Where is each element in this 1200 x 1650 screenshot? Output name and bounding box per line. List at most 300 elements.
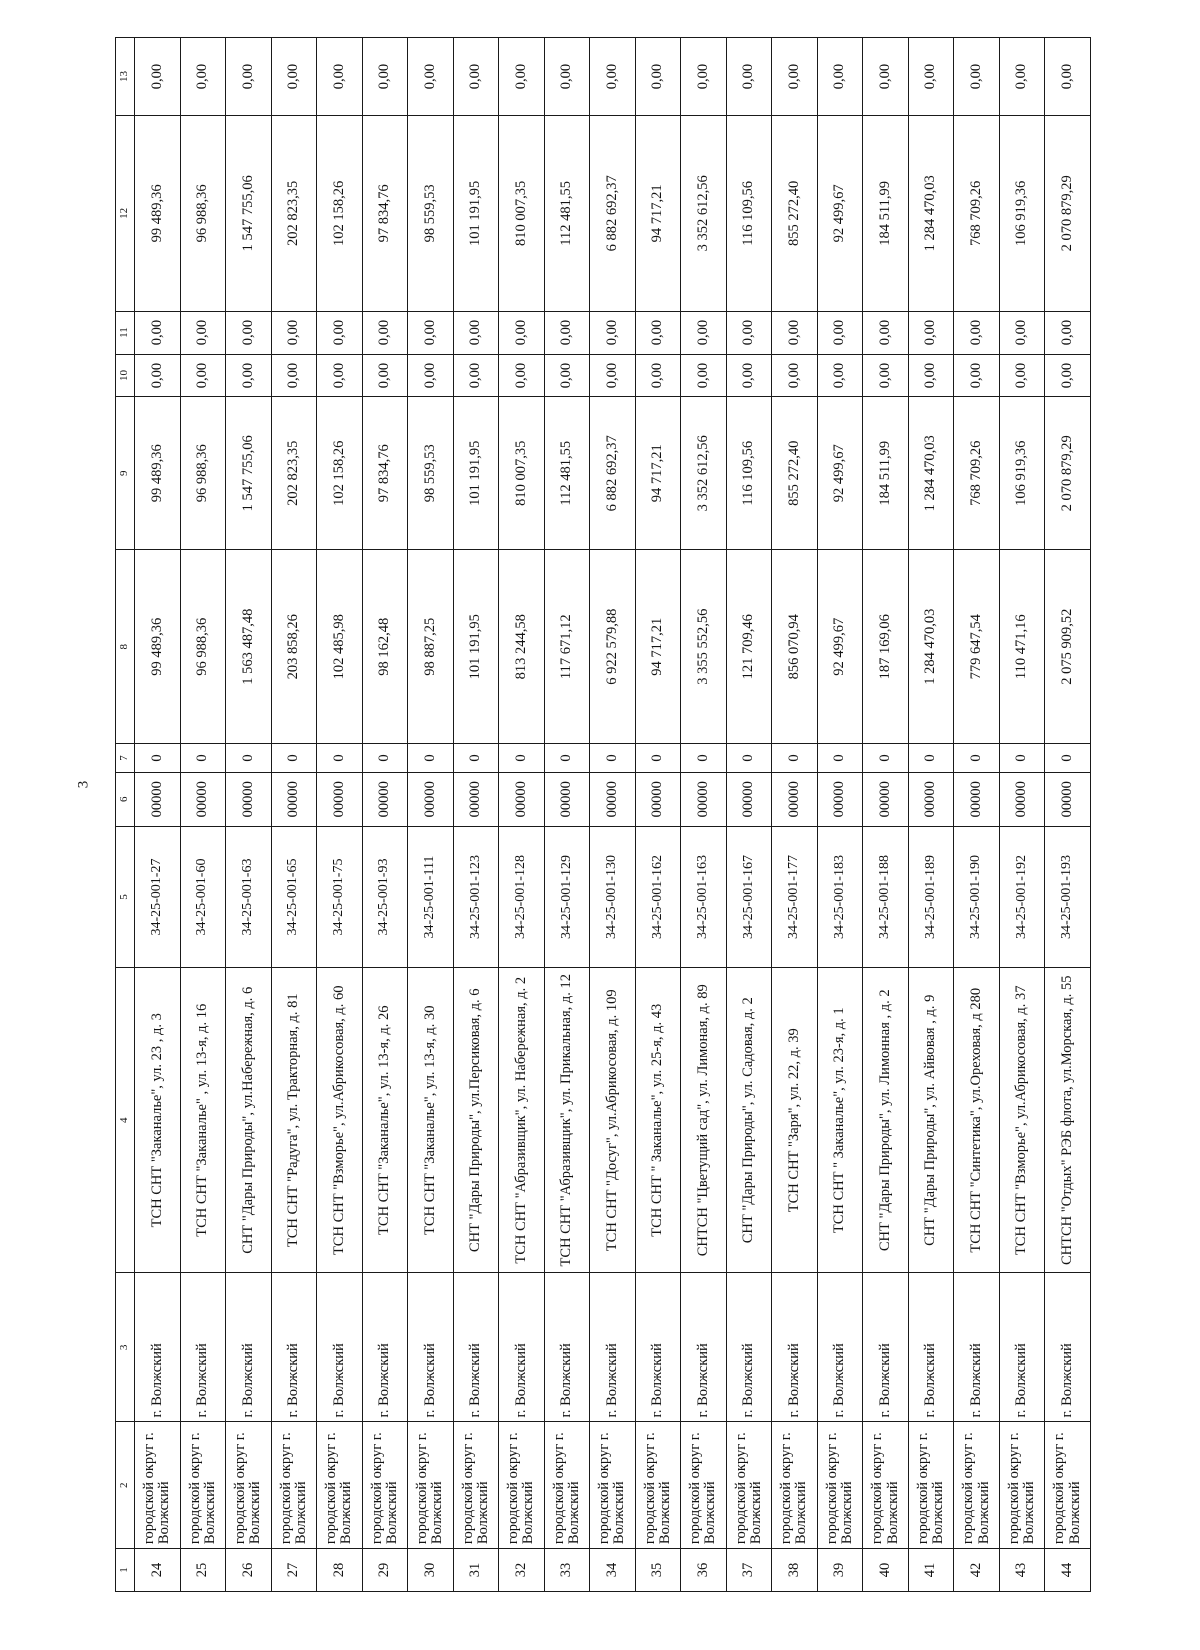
column-7-cell: 0: [499, 744, 545, 772]
column-9-cell: 3 352 612,56: [681, 397, 727, 550]
city-cell: г. Волжский: [1045, 1273, 1091, 1422]
city-cell: г. Волжский: [271, 1273, 317, 1422]
row-number: 25: [180, 1549, 226, 1592]
column-8-cell: 187 169,06: [863, 550, 909, 744]
column-11-cell: 0,00: [999, 311, 1045, 354]
column-header-1: 1: [116, 1549, 135, 1592]
city-cell: г. Волжский: [635, 1273, 681, 1422]
address-cell: СНТ "Дары Природы", ул. Садовая, д. 2: [726, 968, 772, 1273]
city-cell: г. Волжский: [999, 1273, 1045, 1422]
cadastral-number-cell: 34-25-001-183: [817, 826, 863, 967]
column-8-cell: 92 499,67: [817, 550, 863, 744]
column-12-cell: 6 882 692,37: [590, 116, 636, 312]
district-cell: городской округ г. Волжский: [453, 1422, 499, 1549]
code-cell: 00000: [1045, 772, 1091, 826]
column-8-cell: 98 162,48: [362, 550, 408, 744]
column-13-cell: 0,00: [772, 38, 818, 116]
table-row: [817, 38, 863, 1592]
address-cell: ТСН СНТ "Синтетика", ул.Ореховая, д 280: [954, 968, 1000, 1273]
city-cell: г. Волжский: [544, 1273, 590, 1422]
column-header-6: 6: [116, 772, 135, 826]
address-cell: СНТ "Дары Природы", ул.Набережная, д. 6: [226, 968, 272, 1273]
row-number: 44: [1045, 1549, 1091, 1592]
column-8-cell: 101 191,95: [453, 550, 499, 744]
column-7-cell: 0: [590, 744, 636, 772]
code-cell: 00000: [453, 772, 499, 826]
district-cell: городской округ г. Волжский: [772, 1422, 818, 1549]
cadastral-number-cell: 34-25-001-65: [271, 826, 317, 967]
column-9-cell: 6 882 692,37: [590, 397, 636, 550]
column-10-cell: 0,00: [1045, 354, 1091, 397]
column-7-cell: 0: [408, 744, 454, 772]
district-cell: городской округ г. Волжский: [1045, 1422, 1091, 1549]
column-9-cell: 1 547 755,06: [226, 397, 272, 550]
address-cell: ТСН СНТ " Заканалье", ул. 23-я, д. 1: [817, 968, 863, 1273]
district-cell: городской округ г. Волжский: [590, 1422, 636, 1549]
column-7-cell: 0: [817, 744, 863, 772]
address-cell: ТСН СНТ "Заканалье" , ул. 13-я, д. 16: [180, 968, 226, 1273]
address-cell: ТСН СНТ "Взморье", ул.Абрикосовая, д. 60: [317, 968, 363, 1273]
city-cell: г. Волжский: [817, 1273, 863, 1422]
column-9-cell: 2 070 879,29: [1045, 397, 1091, 550]
table-row: [226, 38, 272, 1592]
column-header-9: 9: [116, 397, 135, 550]
table-row: [999, 38, 1045, 1592]
cadastral-number-cell: 34-25-001-129: [544, 826, 590, 967]
column-9-cell: 98 559,53: [408, 397, 454, 550]
row-number: 38: [772, 1549, 818, 1592]
column-8-cell: 3 355 552,56: [681, 550, 727, 744]
column-13-cell: 0,00: [681, 38, 727, 116]
address-cell: СНТ "Дары Природы", ул.Персиковая, д. 6: [453, 968, 499, 1273]
row-number: 27: [271, 1549, 317, 1592]
code-cell: 00000: [362, 772, 408, 826]
code-cell: 00000: [726, 772, 772, 826]
code-cell: 00000: [863, 772, 909, 826]
row-number: 34: [590, 1549, 636, 1592]
district-cell: городской округ г. Волжский: [499, 1422, 545, 1549]
code-cell: 00000: [635, 772, 681, 826]
column-9-cell: 112 481,55: [544, 397, 590, 550]
city-cell: г. Волжский: [408, 1273, 454, 1422]
cadastral-number-cell: 34-25-001-188: [863, 826, 909, 967]
column-7-cell: 0: [362, 744, 408, 772]
column-12-cell: 97 834,76: [362, 116, 408, 312]
column-12-cell: 96 988,36: [180, 116, 226, 312]
address-cell: ТСН СНТ "Заканалье", ул. 13-я, д. 30: [408, 968, 454, 1273]
column-13-cell: 0,00: [408, 38, 454, 116]
column-7-cell: 0: [135, 744, 181, 772]
column-8-cell: 99 489,36: [135, 550, 181, 744]
column-11-cell: 0,00: [863, 311, 909, 354]
table-row: [590, 38, 636, 1592]
column-7-cell: 0: [180, 744, 226, 772]
column-header-5: 5: [116, 826, 135, 967]
column-7-cell: 0: [772, 744, 818, 772]
column-12-cell: 102 158,26: [317, 116, 363, 312]
column-12-cell: 2 070 879,29: [1045, 116, 1091, 312]
column-9-cell: 92 499,67: [817, 397, 863, 550]
district-cell: городской округ г. Волжский: [408, 1422, 454, 1549]
code-cell: 00000: [499, 772, 545, 826]
column-10-cell: 0,00: [999, 354, 1045, 397]
table-row: [362, 38, 408, 1592]
column-12-cell: 99 489,36: [135, 116, 181, 312]
column-13-cell: 0,00: [317, 38, 363, 116]
column-10-cell: 0,00: [135, 354, 181, 397]
column-8-cell: 102 485,98: [317, 550, 363, 744]
column-9-cell: 1 284 470,03: [908, 397, 954, 550]
column-12-cell: 112 481,55: [544, 116, 590, 312]
city-cell: г. Волжский: [180, 1273, 226, 1422]
row-number: 32: [499, 1549, 545, 1592]
code-cell: 00000: [226, 772, 272, 826]
address-cell: ТСН СНТ " Заканалье", ул. 25-я, д. 43: [635, 968, 681, 1273]
column-13-cell: 0,00: [544, 38, 590, 116]
row-number: 24: [135, 1549, 181, 1592]
table-row: [317, 38, 363, 1592]
cadastral-number-cell: 34-25-001-128: [499, 826, 545, 967]
city-cell: г. Волжский: [453, 1273, 499, 1422]
column-13-cell: 0,00: [635, 38, 681, 116]
column-10-cell: 0,00: [408, 354, 454, 397]
cadastral-number-cell: 34-25-001-193: [1045, 826, 1091, 967]
city-cell: г. Волжский: [681, 1273, 727, 1422]
table-row: [954, 38, 1000, 1592]
column-header-4: 4: [116, 968, 135, 1273]
column-11-cell: 0,00: [817, 311, 863, 354]
table-row: [135, 38, 181, 1592]
column-10-cell: 0,00: [772, 354, 818, 397]
table-row: [180, 38, 226, 1592]
column-9-cell: 768 709,26: [954, 397, 1000, 550]
district-cell: городской округ г. Волжский: [317, 1422, 363, 1549]
city-cell: г. Волжский: [135, 1273, 181, 1422]
cadastral-number-cell: 34-25-001-177: [772, 826, 818, 967]
district-cell: городской округ г. Волжский: [681, 1422, 727, 1549]
column-9-cell: 99 489,36: [135, 397, 181, 550]
code-cell: 00000: [999, 772, 1045, 826]
city-cell: г. Волжский: [863, 1273, 909, 1422]
cadastral-number-cell: 34-25-001-123: [453, 826, 499, 967]
column-11-cell: 0,00: [317, 311, 363, 354]
column-9-cell: 97 834,76: [362, 397, 408, 550]
district-cell: городской округ г. Волжский: [544, 1422, 590, 1549]
column-11-cell: 0,00: [726, 311, 772, 354]
column-8-cell: 203 858,26: [271, 550, 317, 744]
district-cell: городской округ г. Волжский: [954, 1422, 1000, 1549]
column-12-cell: 202 823,35: [271, 116, 317, 312]
address-cell: СНТСН "Цветущий сад", ул. Лимоная, д. 89: [681, 968, 727, 1273]
column-12-cell: 1 547 755,06: [226, 116, 272, 312]
column-9-cell: 855 272,40: [772, 397, 818, 550]
city-cell: г. Волжский: [226, 1273, 272, 1422]
column-13-cell: 0,00: [271, 38, 317, 116]
column-12-cell: 94 717,21: [635, 116, 681, 312]
cadastral-number-cell: 34-25-001-63: [226, 826, 272, 967]
district-cell: городской округ г. Волжский: [135, 1422, 181, 1549]
table-row: [635, 38, 681, 1592]
code-cell: 00000: [180, 772, 226, 826]
city-cell: г. Волжский: [499, 1273, 545, 1422]
cadastral-number-cell: 34-25-001-163: [681, 826, 727, 967]
column-11-cell: 0,00: [499, 311, 545, 354]
district-cell: городской округ г. Волжский: [226, 1422, 272, 1549]
column-8-cell: 117 671,12: [544, 550, 590, 744]
cadastral-number-cell: 34-25-001-27: [135, 826, 181, 967]
column-header-3: 3: [116, 1273, 135, 1422]
row-number: 41: [908, 1549, 954, 1592]
column-11-cell: 0,00: [681, 311, 727, 354]
column-10-cell: 0,00: [954, 354, 1000, 397]
column-11-cell: 0,00: [590, 311, 636, 354]
column-12-cell: 116 109,56: [726, 116, 772, 312]
cadastral-number-cell: 34-25-001-93: [362, 826, 408, 967]
district-cell: городской округ г. Волжский: [635, 1422, 681, 1549]
column-10-cell: 0,00: [817, 354, 863, 397]
address-cell: ТСН СНТ "Абразивщик", ул. Прикальная, д. 12: [544, 968, 590, 1273]
code-cell: 00000: [681, 772, 727, 826]
column-11-cell: 0,00: [772, 311, 818, 354]
column-header-7: 7: [116, 744, 135, 772]
table-row: [726, 38, 772, 1592]
address-cell: СНТ "Дары Природы", ул. Айвовая , д. 9: [908, 968, 954, 1273]
column-13-cell: 0,00: [954, 38, 1000, 116]
row-number: 40: [863, 1549, 909, 1592]
column-7-cell: 0: [863, 744, 909, 772]
column-11-cell: 0,00: [544, 311, 590, 354]
code-cell: 00000: [408, 772, 454, 826]
column-10-cell: 0,00: [362, 354, 408, 397]
column-9-cell: 101 191,95: [453, 397, 499, 550]
column-10-cell: 0,00: [271, 354, 317, 397]
column-13-cell: 0,00: [226, 38, 272, 116]
code-cell: 00000: [817, 772, 863, 826]
column-13-cell: 0,00: [726, 38, 772, 116]
column-12-cell: 92 499,67: [817, 116, 863, 312]
column-13-cell: 0,00: [499, 38, 545, 116]
column-13-cell: 0,00: [817, 38, 863, 116]
table-row: [453, 38, 499, 1592]
table-body: [135, 38, 1091, 1592]
column-7-cell: 0: [271, 744, 317, 772]
code-cell: 00000: [317, 772, 363, 826]
row-number: 37: [726, 1549, 772, 1592]
column-10-cell: 0,00: [544, 354, 590, 397]
column-13-cell: 0,00: [453, 38, 499, 116]
code-cell: 00000: [954, 772, 1000, 826]
column-8-cell: 121 709,46: [726, 550, 772, 744]
column-7-cell: 0: [681, 744, 727, 772]
column-12-cell: 3 352 612,56: [681, 116, 727, 312]
column-13-cell: 0,00: [135, 38, 181, 116]
column-7-cell: 0: [317, 744, 363, 772]
row-number: 26: [226, 1549, 272, 1592]
district-cell: городской округ г. Волжский: [180, 1422, 226, 1549]
column-11-cell: 0,00: [362, 311, 408, 354]
column-12-cell: 98 559,53: [408, 116, 454, 312]
address-cell: ТСН СНТ "Взморье", ул.Абрикосовая, д. 37: [999, 968, 1045, 1273]
column-10-cell: 0,00: [499, 354, 545, 397]
table-row: [863, 38, 909, 1592]
cadastral-number-cell: 34-25-001-190: [954, 826, 1000, 967]
column-11-cell: 0,00: [908, 311, 954, 354]
address-cell: ТСН СНТ "Заканалье", ул. 23 , д. 3: [135, 968, 181, 1273]
column-9-cell: 102 158,26: [317, 397, 363, 550]
code-cell: 00000: [271, 772, 317, 826]
row-number: 33: [544, 1549, 590, 1592]
column-8-cell: 813 244,58: [499, 550, 545, 744]
column-10-cell: 0,00: [226, 354, 272, 397]
code-cell: 00000: [908, 772, 954, 826]
column-7-cell: 0: [453, 744, 499, 772]
column-header-2: 2: [116, 1422, 135, 1549]
city-cell: г. Волжский: [954, 1273, 1000, 1422]
address-cell: ТСН СНТ "Заря", ул. 22, д. 39: [772, 968, 818, 1273]
column-9-cell: 106 919,36: [999, 397, 1045, 550]
column-8-cell: 1 563 487,48: [226, 550, 272, 744]
cadastral-number-cell: 34-25-001-162: [635, 826, 681, 967]
column-7-cell: 0: [726, 744, 772, 772]
column-10-cell: 0,00: [681, 354, 727, 397]
column-11-cell: 0,00: [453, 311, 499, 354]
city-cell: г. Волжский: [726, 1273, 772, 1422]
column-12-cell: 184 511,99: [863, 116, 909, 312]
column-header-13: 13: [116, 38, 135, 116]
column-number-header: [116, 38, 135, 1592]
row-number: 42: [954, 1549, 1000, 1592]
column-8-cell: 779 647,54: [954, 550, 1000, 744]
cadastral-number-cell: 34-25-001-167: [726, 826, 772, 967]
district-cell: городской округ г. Волжский: [999, 1422, 1045, 1549]
district-cell: городской округ г. Волжский: [726, 1422, 772, 1549]
row-number: 39: [817, 1549, 863, 1592]
row-number: 35: [635, 1549, 681, 1592]
column-13-cell: 0,00: [362, 38, 408, 116]
address-cell: ТСН СНТ "Радуга", ул. Тракторная, д. 81: [271, 968, 317, 1273]
column-8-cell: 6 922 579,88: [590, 550, 636, 744]
column-8-cell: 98 887,25: [408, 550, 454, 744]
column-10-cell: 0,00: [908, 354, 954, 397]
column-9-cell: 202 823,35: [271, 397, 317, 550]
code-cell: 00000: [544, 772, 590, 826]
table-row: [1045, 38, 1091, 1592]
column-7-cell: 0: [999, 744, 1045, 772]
column-12-cell: 768 709,26: [954, 116, 1000, 312]
address-cell: ТСН СНТ "Заканалье", ул. 13-я, д. 26: [362, 968, 408, 1273]
column-7-cell: 0: [544, 744, 590, 772]
column-10-cell: 0,00: [317, 354, 363, 397]
row-number: 36: [681, 1549, 727, 1592]
column-12-cell: 810 007,35: [499, 116, 545, 312]
column-8-cell: 110 471,16: [999, 550, 1045, 744]
cadastral-number-cell: 34-25-001-130: [590, 826, 636, 967]
page-number: 3: [75, 780, 92, 789]
table-row: [499, 38, 545, 1592]
land-plot-table: [115, 37, 1091, 1592]
column-11-cell: 0,00: [180, 311, 226, 354]
table-row: [681, 38, 727, 1592]
column-header-8: 8: [116, 550, 135, 744]
address-cell: ТСН СНТ "Абразивщик", ул. Набережная, д. 2: [499, 968, 545, 1273]
column-13-cell: 0,00: [863, 38, 909, 116]
city-cell: г. Волжский: [362, 1273, 408, 1422]
district-cell: городской округ г. Волжский: [362, 1422, 408, 1549]
cadastral-number-cell: 34-25-001-111: [408, 826, 454, 967]
column-12-cell: 101 191,95: [453, 116, 499, 312]
column-7-cell: 0: [226, 744, 272, 772]
column-7-cell: 0: [1045, 744, 1091, 772]
column-11-cell: 0,00: [135, 311, 181, 354]
column-7-cell: 0: [954, 744, 1000, 772]
column-10-cell: 0,00: [180, 354, 226, 397]
row-number: 29: [362, 1549, 408, 1592]
column-13-cell: 0,00: [590, 38, 636, 116]
column-8-cell: 1 284 470,03: [908, 550, 954, 744]
column-9-cell: 116 109,56: [726, 397, 772, 550]
column-11-cell: 0,00: [635, 311, 681, 354]
column-10-cell: 0,00: [453, 354, 499, 397]
district-cell: городской округ г. Волжский: [908, 1422, 954, 1549]
column-12-cell: 1 284 470,03: [908, 116, 954, 312]
cadastral-number-cell: 34-25-001-192: [999, 826, 1045, 967]
column-13-cell: 0,00: [1045, 38, 1091, 116]
column-9-cell: 810 007,35: [499, 397, 545, 550]
column-11-cell: 0,00: [1045, 311, 1091, 354]
table-row: [544, 38, 590, 1592]
column-11-cell: 0,00: [408, 311, 454, 354]
column-header-12: 12: [116, 116, 135, 312]
column-10-cell: 0,00: [726, 354, 772, 397]
column-8-cell: 96 988,36: [180, 550, 226, 744]
column-8-cell: 2 075 909,52: [1045, 550, 1091, 744]
column-8-cell: 856 070,94: [772, 550, 818, 744]
column-10-cell: 0,00: [863, 354, 909, 397]
column-header-11: 11: [116, 311, 135, 354]
column-10-cell: 0,00: [635, 354, 681, 397]
code-cell: 00000: [135, 772, 181, 826]
address-cell: СНТСН "Отдых" РЭБ флота, ул.Морская, д. 55: [1045, 968, 1091, 1273]
column-7-cell: 0: [635, 744, 681, 772]
row-number: 43: [999, 1549, 1045, 1592]
district-cell: городской округ г. Волжский: [863, 1422, 909, 1549]
city-cell: г. Волжский: [908, 1273, 954, 1422]
column-7-cell: 0: [908, 744, 954, 772]
column-9-cell: 96 988,36: [180, 397, 226, 550]
rotated-table-container: [115, 37, 1091, 1592]
district-cell: городской округ г. Волжский: [271, 1422, 317, 1549]
row-number: 28: [317, 1549, 363, 1592]
row-number: 31: [453, 1549, 499, 1592]
cadastral-number-cell: 34-25-001-189: [908, 826, 954, 967]
column-9-cell: 94 717,21: [635, 397, 681, 550]
column-9-cell: 184 511,99: [863, 397, 909, 550]
column-11-cell: 0,00: [954, 311, 1000, 354]
column-header-10: 10: [116, 354, 135, 397]
district-cell: городской округ г. Волжский: [817, 1422, 863, 1549]
cadastral-number-cell: 34-25-001-75: [317, 826, 363, 967]
column-13-cell: 0,00: [908, 38, 954, 116]
city-cell: г. Волжский: [317, 1273, 363, 1422]
table-row: [908, 38, 954, 1592]
column-8-cell: 94 717,21: [635, 550, 681, 744]
table-row: [772, 38, 818, 1592]
column-13-cell: 0,00: [180, 38, 226, 116]
column-11-cell: 0,00: [271, 311, 317, 354]
address-cell: ТСН СНТ "Досуг", ул.Абрикосовая, д. 109: [590, 968, 636, 1273]
row-number: 30: [408, 1549, 454, 1592]
address-cell: СНТ "Дары Природы", ул. Лимонная , д. 2: [863, 968, 909, 1273]
